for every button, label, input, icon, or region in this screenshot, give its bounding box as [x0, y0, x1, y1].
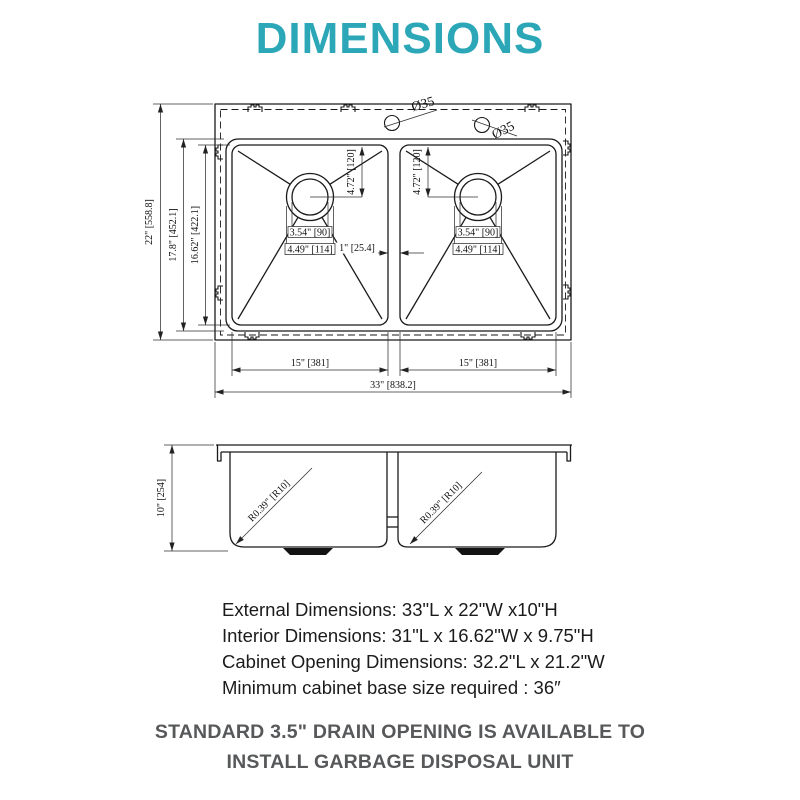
- drain-inner-right-label: 3.54" [90]: [457, 227, 499, 239]
- drain-right-icon: [455, 548, 505, 555]
- faucet-hole-right-diameter-label: Ø35: [489, 118, 517, 142]
- spec-line-interior: Interior Dimensions: 31"L x 16.62"W x 9.75"H: [222, 625, 594, 646]
- drain-offset-right-label: 4.72" [120]: [412, 149, 423, 195]
- top-view-drawing: [144, 93, 571, 398]
- faucet-hole-left-diameter-label: Ø35: [409, 93, 437, 115]
- corner-radius-right-label: R0.39" [R10]: [418, 480, 465, 527]
- interior-depth-label: 16.62" [422.1]: [190, 205, 201, 265]
- drain-left-icon: [283, 548, 333, 555]
- spec-line-external: External Dimensions: 33"L x 22"W x10"H: [222, 599, 558, 620]
- footer-line-2: INSTALL GARBAGE DISPOSAL UNIT: [226, 751, 574, 773]
- footer-note: [0, 717, 800, 777]
- drain-offset-dimension-lines: [310, 147, 478, 197]
- rim-depth-label: 17.8" [452.1]: [168, 208, 179, 262]
- drain-outer-right-label: 4.49" [114]: [455, 244, 501, 256]
- bowl-width-left-label: 15" [381]: [290, 358, 330, 369]
- drain-inner-left-label: 3.54" [90]: [289, 227, 331, 239]
- overall-width-label: 33" [838.2]: [370, 380, 416, 391]
- page-title: DIMENSIONS: [255, 14, 545, 63]
- front-view-drawing: [156, 445, 572, 555]
- overall-depth-label: 22" [558.8]: [144, 199, 155, 245]
- overall-height-label: 10" [254]: [156, 478, 167, 518]
- drain-offset-left-label: 4.72" [120]: [346, 149, 357, 195]
- faucet-hole-left-icon: [384, 110, 437, 131]
- bowl-width-right-label: 15" [381]: [458, 358, 498, 369]
- bowl-outlines: [226, 139, 562, 331]
- mounting-clip-icons: [216, 105, 570, 339]
- spec-line-min-cabinet: Minimum cabinet base size required : 36″: [222, 677, 561, 698]
- corner-radius-left-label: R0.39" [R10]: [246, 478, 293, 525]
- divider-width-label: 1" [25.4]: [339, 243, 375, 254]
- spec-line-cabinet-opening: Cabinet Opening Dimensions: 32.2"L x 21.2"W: [222, 651, 605, 672]
- drain-outer-left-label: 4.49" [114]: [287, 244, 333, 256]
- cabinet-opening-dashed-outline: [221, 110, 566, 336]
- spec-list: [222, 597, 605, 701]
- footer-line-1: STANDARD 3.5" DRAIN OPENING IS AVAILABLE TO: [154, 721, 646, 743]
